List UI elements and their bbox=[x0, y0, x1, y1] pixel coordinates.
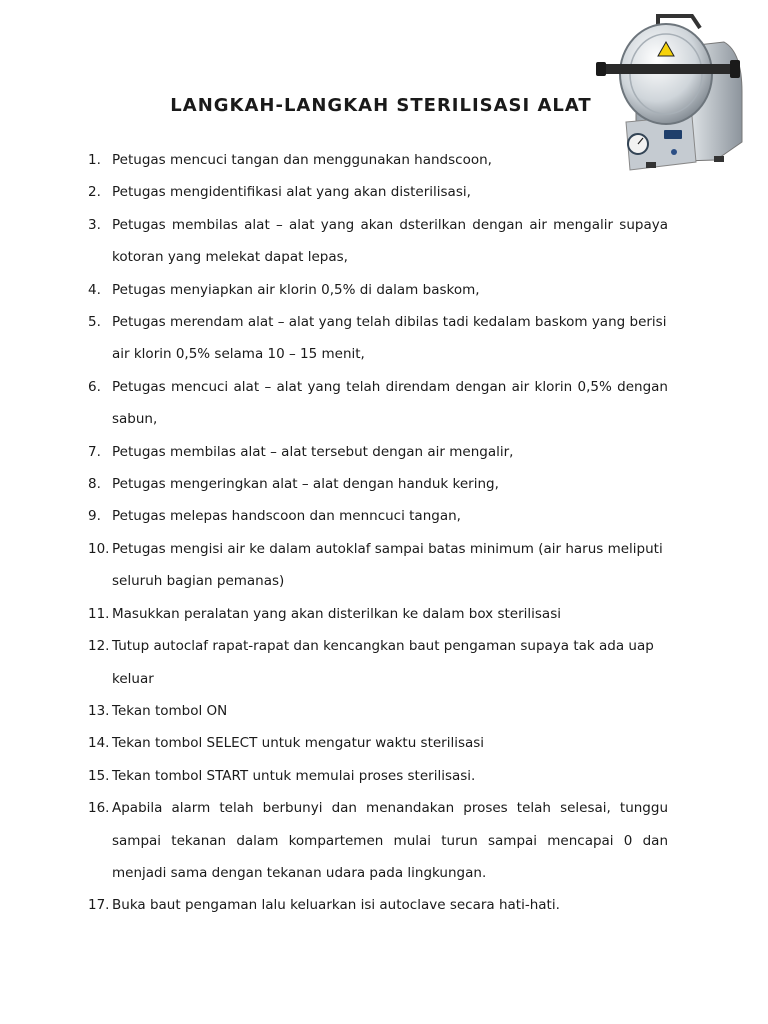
step-text: Tekan tombol START untuk memulai proses sterilisasi. bbox=[112, 767, 476, 784]
step-number: 3. bbox=[88, 216, 101, 233]
list-item bbox=[88, 436, 668, 468]
step-text: Petugas melepas handscoon dan menncuci tangan, bbox=[112, 508, 461, 525]
step-number: 4. bbox=[88, 281, 101, 298]
step-number: 2. bbox=[88, 184, 101, 201]
sterilization-steps-list bbox=[88, 144, 668, 922]
step-number: 17. bbox=[88, 897, 110, 914]
step-text: Petugas mencuci tangan dan menggunakan handscoon, bbox=[112, 152, 492, 168]
step-number: 7. bbox=[88, 443, 101, 460]
list-item bbox=[88, 209, 668, 274]
list-item bbox=[88, 630, 668, 695]
step-number: 13. bbox=[88, 702, 110, 719]
step-text: Petugas menyiapkan air klorin 0,5% di dalam baskom, bbox=[112, 281, 480, 298]
step-number: 5. bbox=[88, 314, 101, 331]
step-text: Apabila alarm telah berbunyi dan menandakan proses telah selesai, tunggu sampai tekanan dalam kompartemen mulai turun sampai mencapai 0 dan menjadi sama dengan tekanan udara pada lingkungan. bbox=[112, 800, 668, 881]
step-number: 16. bbox=[88, 800, 110, 817]
door-clamp-bar bbox=[600, 64, 736, 74]
step-text: Masukkan peralatan yang akan disterilkan ke dalam box sterilisasi bbox=[112, 605, 561, 622]
step-text: Petugas mengisi air ke dalam autoklaf sampai batas minimum (air harus meliputi seluruh bagian pemanas) bbox=[112, 540, 663, 590]
step-number: 10. bbox=[88, 540, 110, 557]
display-panel bbox=[664, 130, 682, 139]
step-text: Tekan tombol SELECT untuk mengatur waktu sterilisasi bbox=[112, 735, 485, 752]
step-number: 6. bbox=[88, 378, 101, 395]
list-item bbox=[88, 274, 668, 306]
step-number: 9. bbox=[88, 508, 101, 525]
list-item bbox=[88, 306, 668, 371]
list-item bbox=[88, 727, 668, 759]
step-number: 1. bbox=[88, 152, 101, 168]
step-number: 11. bbox=[88, 605, 110, 622]
step-number: 8. bbox=[88, 476, 101, 493]
step-number: 15. bbox=[88, 767, 110, 784]
list-item bbox=[88, 144, 668, 176]
step-text: Petugas mencuci alat – alat yang telah direndam dengan air klorin 0,5% dengan sabun, bbox=[112, 378, 668, 428]
page-title-text: LANGKAH-LANGKAH STERILISASI ALAT bbox=[170, 95, 592, 116]
list-item bbox=[88, 176, 668, 208]
list-item bbox=[88, 468, 668, 500]
step-number: 12. bbox=[88, 638, 110, 655]
list-item bbox=[88, 889, 668, 921]
step-text: Tekan tombol ON bbox=[112, 702, 228, 719]
list-item bbox=[88, 371, 668, 436]
step-text: Petugas merendam alat – alat yang telah dibilas tadi kedalam baskom yang berisi air klorin 0,5% selama 10 – 15 menit, bbox=[112, 314, 667, 363]
step-text: Tutup autoclaf rapat-rapat dan kencangkan baut pengaman supaya tak ada uap keluar bbox=[112, 638, 654, 687]
step-text: Buka baut pengaman lalu keluarkan isi autoclave secara hati-hati. bbox=[112, 897, 560, 914]
step-text: Petugas membilas alat – alat yang akan dsterilkan dengan air mengalir supaya kotoran yang melekat dapat lepas, bbox=[112, 216, 668, 266]
list-item bbox=[88, 533, 668, 598]
step-number: 14. bbox=[88, 735, 110, 752]
step-text: Petugas membilas alat – alat tersebut dengan air mengalir, bbox=[112, 443, 514, 460]
list-item bbox=[88, 598, 668, 630]
list-item bbox=[88, 500, 668, 532]
step-text: Petugas mengidentifikasi alat yang akan disterilisasi, bbox=[112, 184, 471, 201]
step-text: Petugas mengeringkan alat – alat dengan handuk kering, bbox=[112, 476, 499, 493]
list-item bbox=[88, 792, 668, 889]
list-item bbox=[88, 695, 668, 727]
list-item bbox=[88, 760, 668, 792]
